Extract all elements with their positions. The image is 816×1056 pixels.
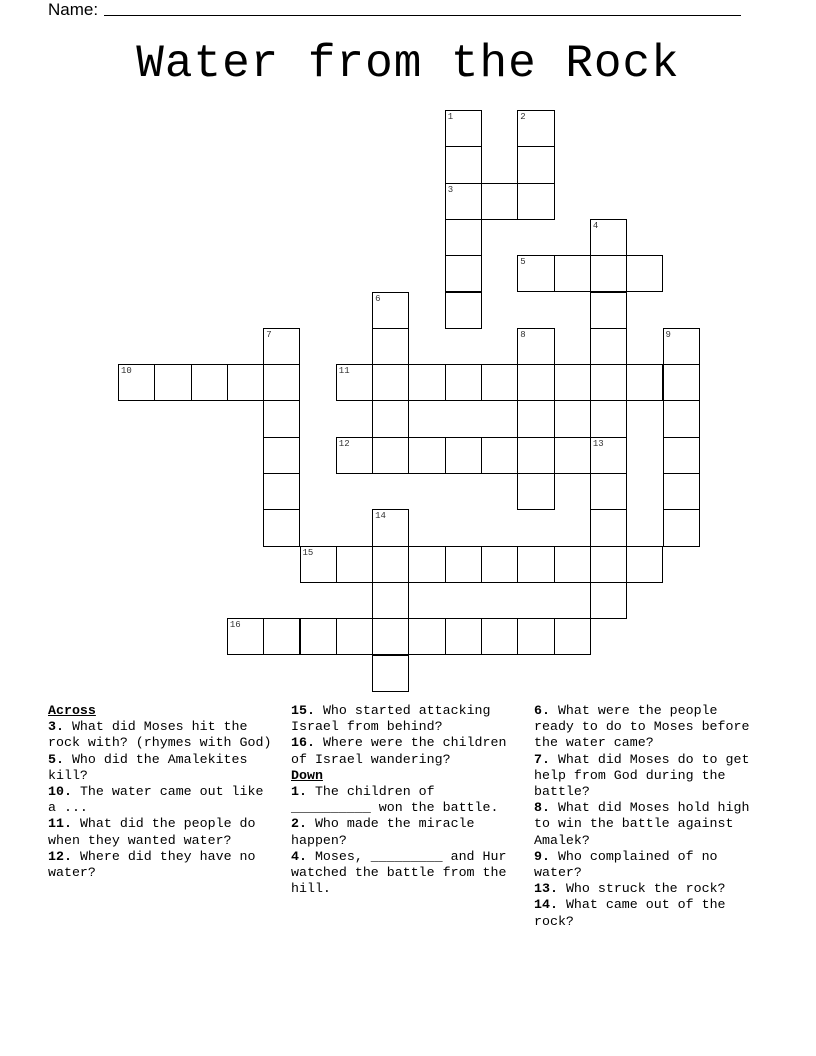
cell-number: 3 <box>447 184 454 195</box>
grid-cell[interactable] <box>336 546 373 583</box>
grid-cell[interactable] <box>626 364 663 401</box>
cell-number: 1 <box>447 112 454 122</box>
grid-cell[interactable] <box>481 364 518 401</box>
name-input-line[interactable] <box>104 15 741 16</box>
grid-cell[interactable] <box>118 364 155 401</box>
grid-cell[interactable] <box>481 183 518 220</box>
grid-cell[interactable] <box>517 110 554 147</box>
grid-cell[interactable] <box>554 255 591 292</box>
across-heading: Across <box>48 703 96 718</box>
grid-cell[interactable] <box>227 364 264 401</box>
across-clue-15: 15. Who started attacking Israel from behind? <box>291 703 491 735</box>
grid-cell[interactable] <box>590 292 627 329</box>
cell-number: 2 <box>520 112 526 122</box>
grid-cell[interactable] <box>445 364 482 401</box>
grid-cell[interactable] <box>445 618 482 655</box>
across-clue-3: 3. What did Moses hit the rock with? (rhymes with God) <box>48 719 272 751</box>
grid-cell[interactable] <box>517 328 554 365</box>
grid-cell[interactable] <box>408 364 445 401</box>
grid-cell[interactable] <box>554 546 591 583</box>
cell-number: 6 <box>375 293 381 304</box>
cell-number: 14 <box>375 511 386 522</box>
grid-cell[interactable] <box>263 618 300 655</box>
grid-cell[interactable] <box>517 546 554 583</box>
clues-column-1 <box>48 703 276 881</box>
grid-cell[interactable] <box>517 183 554 220</box>
cell-number: 11 <box>338 366 350 377</box>
grid-cell[interactable] <box>263 364 300 401</box>
across-clue-12: 12. Where did they have no water? <box>48 848 256 881</box>
clues-column-2 <box>291 703 519 897</box>
grid-cell[interactable] <box>263 400 300 437</box>
down-heading: Down <box>291 767 323 783</box>
grid-cell[interactable] <box>517 146 554 183</box>
grid-cell[interactable] <box>626 546 663 583</box>
grid-cell[interactable] <box>517 437 554 474</box>
grid-cell[interactable] <box>590 328 627 365</box>
grid-cell[interactable] <box>372 437 409 474</box>
grid-cell[interactable] <box>590 400 627 437</box>
grid-cell[interactable] <box>372 328 409 365</box>
grid-cell[interactable] <box>590 473 627 510</box>
grid-cell[interactable] <box>227 618 264 655</box>
down-clue-4: 4. Moses, _________ and Hur watched the battle from the hill. <box>291 848 507 897</box>
grid-cell[interactable] <box>445 292 482 329</box>
grid-cell[interactable] <box>408 546 445 583</box>
grid-cell[interactable] <box>481 546 518 583</box>
across-clue-16: 16. Where were the children of Israel wandering? <box>291 735 507 767</box>
down-clue-13: 13. Who struck the rock? <box>534 881 726 897</box>
cell-number: 16 <box>229 620 241 631</box>
grid-cell[interactable] <box>336 364 373 401</box>
grid-cell[interactable] <box>300 546 337 583</box>
down-clue-6: 6. What were the people ready to do to Moses before the water came? <box>534 703 750 751</box>
grid-cell[interactable] <box>663 364 700 401</box>
grid-cell[interactable] <box>590 509 627 546</box>
grid-cell[interactable] <box>445 437 482 474</box>
cell-number: 12 <box>338 438 350 449</box>
cell-number: 9 <box>665 329 671 340</box>
down-clue-8: 8. What did Moses hold high to win the battle against Amalek? <box>534 800 750 848</box>
down-clue-14: 14. What came out of the rock? <box>534 897 726 929</box>
grid-cell[interactable] <box>663 509 700 546</box>
grid-cell[interactable] <box>590 546 627 583</box>
cell-number: 15 <box>302 547 314 558</box>
grid-cell[interactable] <box>663 437 700 474</box>
grid-cell[interactable] <box>445 546 482 583</box>
grid-cell[interactable] <box>300 618 337 655</box>
grid-cell[interactable] <box>517 364 554 401</box>
cell-number: 7 <box>266 329 272 340</box>
grid-cell[interactable] <box>263 509 300 546</box>
cell-number: 13 <box>592 438 604 449</box>
down-clue-1: 1. The children of __________ won the battle. <box>291 784 499 816</box>
grid-cell[interactable] <box>481 618 518 655</box>
grid-cell[interactable] <box>191 364 228 401</box>
grid-cell[interactable] <box>481 437 518 474</box>
grid-cell[interactable] <box>445 183 482 220</box>
grid-cell[interactable] <box>408 437 445 474</box>
across-clue-11: 11. What did the people do when they wanted water? <box>48 816 256 848</box>
grid-cell[interactable] <box>445 110 482 147</box>
grid-cell[interactable] <box>590 255 627 292</box>
grid-cell[interactable] <box>590 364 627 401</box>
grid-cell[interactable] <box>663 328 700 365</box>
grid-cell[interactable] <box>263 328 300 365</box>
grid-cell[interactable] <box>554 618 591 655</box>
grid-cell[interactable] <box>372 292 409 329</box>
grid-cell[interactable] <box>663 473 700 510</box>
grid-cell[interactable] <box>626 255 663 292</box>
across-clue-5: 5. Who did the Amalekites kill? <box>48 751 248 783</box>
grid-cell[interactable] <box>445 219 482 256</box>
grid-cell[interactable] <box>517 618 554 655</box>
grid-cell[interactable] <box>590 582 627 619</box>
down-clue-2: 2. Who made the miracle happen? <box>291 816 475 848</box>
grid-cell[interactable] <box>590 437 627 474</box>
name-label: Name: <box>48 0 99 19</box>
grid-cell[interactable] <box>336 437 373 474</box>
page-title: Water from the Rock <box>136 38 680 90</box>
cell-number: 10 <box>121 366 132 377</box>
grid-cell[interactable] <box>517 473 554 510</box>
grid-cell[interactable] <box>372 364 409 401</box>
grid-cell[interactable] <box>372 618 409 655</box>
grid-cell[interactable] <box>336 618 373 655</box>
grid-cell[interactable] <box>372 546 409 583</box>
grid-cell[interactable] <box>408 618 445 655</box>
clues-column-3 <box>534 703 762 930</box>
grid-cell[interactable] <box>663 400 700 437</box>
grid-cell[interactable] <box>554 437 591 474</box>
grid-cell[interactable] <box>263 473 300 510</box>
down-clue-9: 9. Who complained of no water? <box>534 848 718 881</box>
across-clue-10: 10. The water came out like a ... <box>48 784 264 816</box>
cell-number: 8 <box>520 329 526 340</box>
grid-cell[interactable] <box>154 364 191 401</box>
grid-cell[interactable] <box>372 582 409 619</box>
grid-cell[interactable] <box>372 655 409 692</box>
grid-cell[interactable] <box>445 146 482 183</box>
grid-cell[interactable] <box>590 219 627 256</box>
grid-cell[interactable] <box>372 509 409 546</box>
cell-number: 5 <box>520 257 526 268</box>
down-clue-7: 7. What did Moses do to get help from God during the battle? <box>534 751 750 800</box>
grid-cell[interactable] <box>263 437 300 474</box>
grid-cell[interactable] <box>445 255 482 292</box>
grid-cell[interactable] <box>372 400 409 437</box>
grid-cell[interactable] <box>517 255 554 292</box>
cell-number: 4 <box>592 220 599 231</box>
grid-cell[interactable] <box>517 400 554 437</box>
grid-cell[interactable] <box>554 364 591 401</box>
